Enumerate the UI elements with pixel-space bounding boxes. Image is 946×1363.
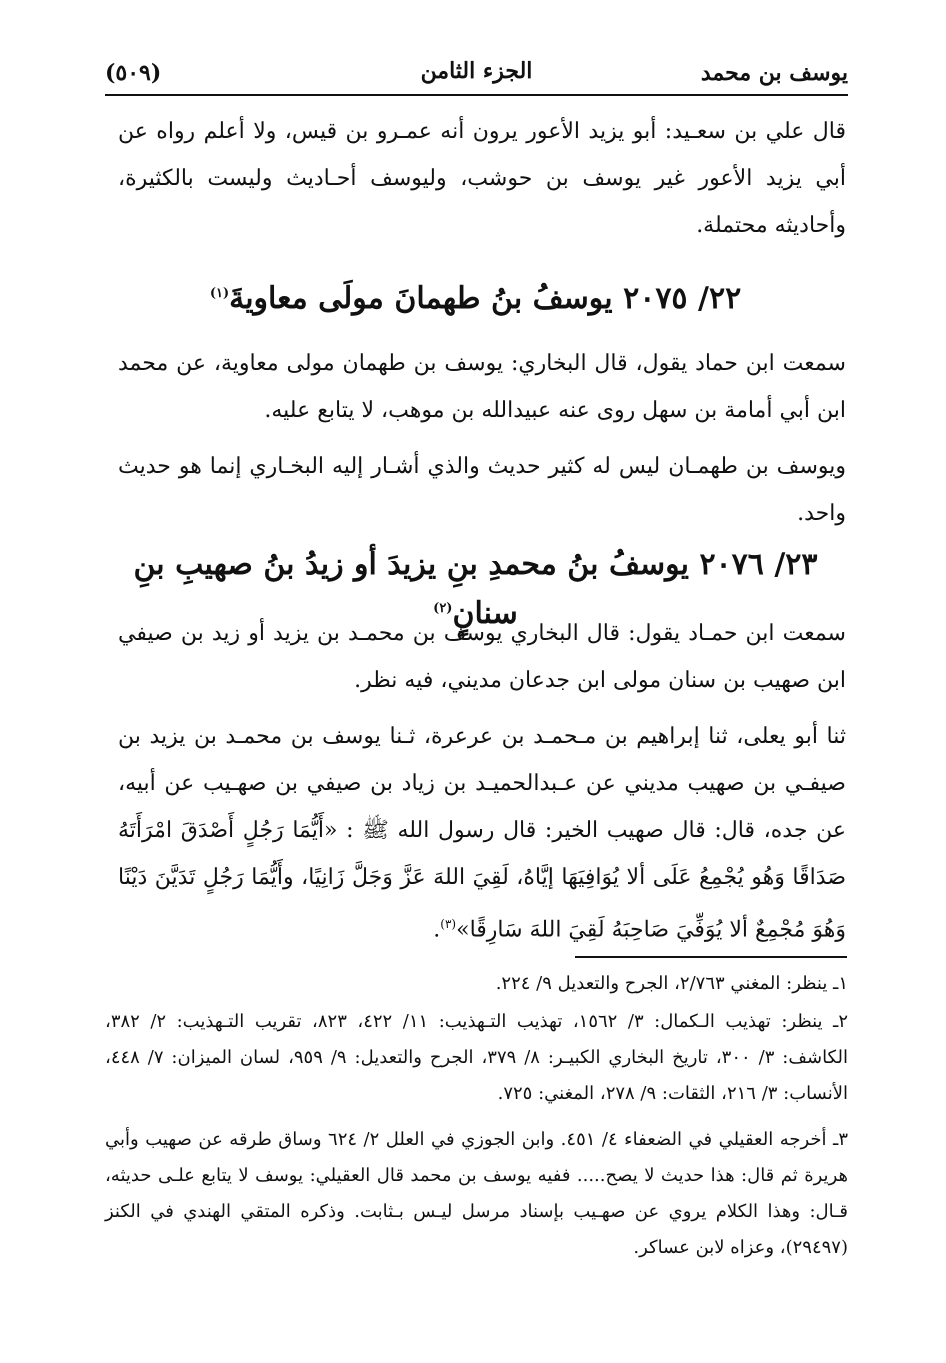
footnote-1: ١ـ ينظر: المغني ٢/٧٦٣، الجرح والتعديل ٩/ ٢٢٤. — [495, 973, 848, 994]
footnote-ref: (٢) — [433, 601, 453, 616]
paragraph-entry2-b: ثنا أبو يعلى، ثنا إبراهيم بن مـحمـد بن عرعرة، ثـنا يوسف بن محمـد بن يزيد بن صيفـي بن صهيب مديني عن عـبدالحميـد بن زياد بن صيفي بن صهـيب عن أبيه، عن جده، قال: قال صهيب الخير: قال رسول الله ﷺ : «أَيُّمَا رَجُلٍ أَصْدَقَ امْرَأَتَهُ صَدَاقًا وَهُو يُجْمِعُ عَلَى ألا يُوَافِيَهَا إيَّاهُ، لَقِيَ اللهَ عَزَّ وَجَلَّ زَانِيًا، وأَيُّمَا رَجُلٍ تَدَيَّنَ دَيْنًا وَهُوَ مُجْمِعٌ ألا يُوَفِّيَ صَاحِبَهُ لَقِيَ اللهَ سَارِقًا»$^{(٣)}$. — [118, 724, 846, 943]
footnote-ref: (١) — [209, 286, 230, 301]
footnote-3: ٣ـ أخرجه العقيلي في الضعفاء ٤/ ٤٥١. وابن الجوزي في العلل ٢/ ٦٢٤ وساق طرقه عن صهيب وأبي هريرة ثم قال: هذا حديث لا يصح..... ففيه يوسف بن محمد قال العقيلي: يوسف لا يتابع علـى حديثه، قـال: وهذا الكلام يروي عن صهـيب بإسناد مرسل ليـس بـثابت. وذكره المتقي الهندي في الكنز (٢٩٤٩٧)، وعزاه لابن عساكر. — [105, 1129, 848, 1258]
header-page-number: (٥٠٩) — [105, 60, 162, 86]
hadith-text: ثنا أبو يعلى، ثنا إبراهيم بن مـحمـد بن عرعرة، ثـنا يوسف بن محمـد بن يزيد بن صيفـي بن صهيب مديني عن عـبدالحميـد بن زياد بن صيفي بن صهـيب عن أبيه، عن جده، قال: قال صهيب الخير: قال رسول الله ﷺ : «أَيُّمَا رَجُلٍ أَصْدَقَ امْرَأَتَهُ صَدَاقًا وَهُو يُجْمِعُ عَلَى ألا يُوَافِيَهَا إيَّاهُ، لَقِيَ اللهَ عَزَّ وَجَلَّ زَانِيًا، وأَيُّمَا رَجُلٍ تَدَيَّنَ دَيْنًا وَهُوَ مُجْمِعٌ ألا يُوَفِّيَ صَاحِبَهُ لَقِيَ اللهَ سَارِقًا» — [118, 724, 846, 943]
paragraph-entry2-a: سمعت ابن حمـاد يقول: قال البخاري يوسف بن محمـد بن يزيد أو زيد بن صيفي ابن صهيب بن سنان مولى ابن جدعان مديني، فيه نظر. — [118, 621, 846, 693]
entry-heading-2075 — [105, 272, 846, 321]
footnote-2: ٢ـ ينظر: تهذيب الـكمال: ٣/ ١٥٦٢، تهذيب التـهذيب: ١١/ ٤٢٢، ٨٢٣، تقريب التـهذيب: ٢/ ٣٨٢، الكاشف: ٣/ ٣٠٠، تاريخ البخاري الكبيـر: ٨/ ٣٧٩، الجرح والتعديل: ٩/ ٩٥٩، لسان الميزان: ٧/ ٤٤٨، الأنساب: ٣/ ٢١٦، الثقات: ٩/ ٢٧٨، المغني: ٧٢٥. — [105, 1011, 848, 1104]
paragraph-entry1-b: ويوسف بن طهمـان ليس له كثير حديث والذي أشـار إليه البخـاري إنما هو حديث واحد. — [118, 454, 847, 526]
paragraph-intro: قال علي بن سعـيد: أبو يزيد الأعور يرون أنه عمـرو بن قيس، ولا أعلم رواه عن أبي يزيد الأعور غير يوسف بن حوشب، وليوسف أحـاديث وليست بالكثيرة، وأحاديثه محتملة. — [118, 119, 846, 238]
header-section-title: يوسف بن محمد — [700, 60, 848, 86]
paragraph-entry1-a: سمعت ابن حماد يقول، قال البخاري: يوسف بن طهمان مولى معاوية، عن محمد ابن أبي أمامة بن سهل روى عنه عبيدالله بن موهب، لا يتابع عليه. — [118, 351, 846, 423]
header-volume: الجزء الثامن — [420, 58, 533, 84]
running-header — [105, 58, 848, 96]
entry-heading-text: ٢٢/ ٢٠٧٥ يوسفُ بنُ طهمانَ مولَى معاويةَ — [229, 281, 742, 316]
entry-heading-text: ٢٣/ ٢٠٧٦ يوسفُ بنُ محمدِ بنِ يزيدَ أو زيدُ بنُ صهيبِ بنِ سنانٍ — [133, 547, 818, 631]
footnote-ref: (٣) — [440, 917, 457, 931]
footnote-separator — [575, 956, 847, 958]
